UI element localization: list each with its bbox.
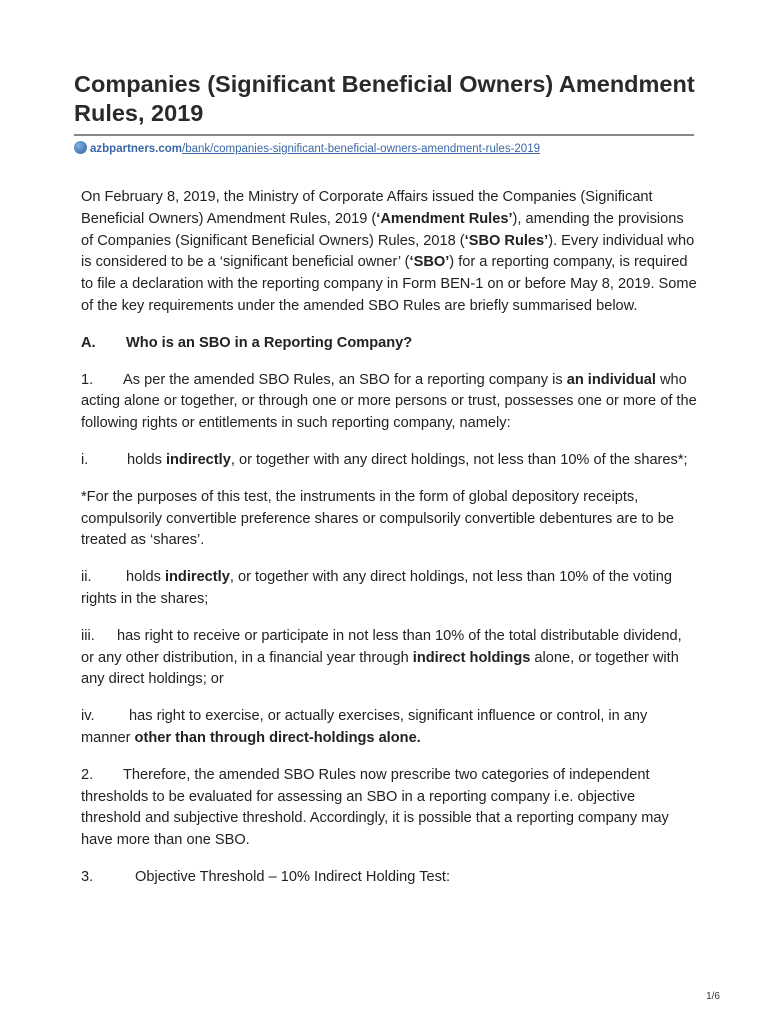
- globe-icon: [74, 141, 87, 154]
- list-item-iv: iv. has right to exercise, or actually exercises, significant influence or control, in any manner other than through direct-holdings alone.: [81, 708, 648, 746]
- intro-paragraph: On February 8, 2019, the Ministry of Corporate Affairs issued the Companies (Significant Beneficial Owners) Amendment Rules, 2019 (‘Amendment Rules’), amending the provisions of Companies (Significant Beneficial Owners) Rules, 2018 (‘SBO Rules’). Every individual who is considered to be a ‘significant beneficial owner’ (‘SBO’) for a reporting company, is required to file a declaration with the reporting company in Form BEN-1 on or before May 8, 2019. Some of the key requirements under the amended SBO Rules are briefly summarised below.: [81, 189, 697, 314]
- paragraph-1: 1. As per the amended SBO Rules, an SBO for a reporting company is an individual who acting alone or together, or through one or more persons or trust, possesses one or more of the following rights or entitlements in such reporting company, namely:: [81, 371, 697, 432]
- paragraph-2: 2. Therefore, the amended SBO Rules now prescribe two categories of independent thresholds to be evaluated for assessing an SBO in a reporting company i.e. objective threshold and subjective threshold. Accordingly, it is possible that a reporting company may have more than one SBO.: [81, 766, 669, 849]
- document-body: [81, 187, 697, 889]
- list-item-i: i. holds indirectly, or together with any direct holdings, not less than 10% of the shares*;: [81, 451, 688, 468]
- footnote: *For the purposes of this test, the instruments in the form of global depository receipts, compulsorily convertible preference shares or compulsorily convertible debentures are to be treated as ‘shares’.: [81, 488, 674, 549]
- page-number: 1/6: [706, 991, 720, 1002]
- list-item-iii: iii. has right to receive or participate in not less than 10% of the total distributable dividend, or any other distribution, in a financial year through indirect holdings alone, or together with any direct holdings; or: [81, 627, 682, 688]
- source-domain[interactable]: azbpartners.com: [90, 143, 183, 155]
- source-url[interactable]: [74, 141, 540, 155]
- document-title: Companies (Significant Beneficial Owners) Amendment Rules, 2019: [74, 71, 695, 126]
- list-item-ii: ii. holds indirectly, or together with any direct holdings, not less than 10% of the voting rights in the shares;: [81, 569, 672, 607]
- title-divider: [74, 134, 694, 136]
- section-heading-a: A. Who is an SBO in a Reporting Company?: [81, 334, 413, 351]
- paragraph-3: 3. Objective Threshold – 10% Indirect Holding Test:: [81, 868, 451, 885]
- source-path[interactable]: /bank/companies-significant-beneficial-owners-amendment-rules-2019: [182, 143, 540, 155]
